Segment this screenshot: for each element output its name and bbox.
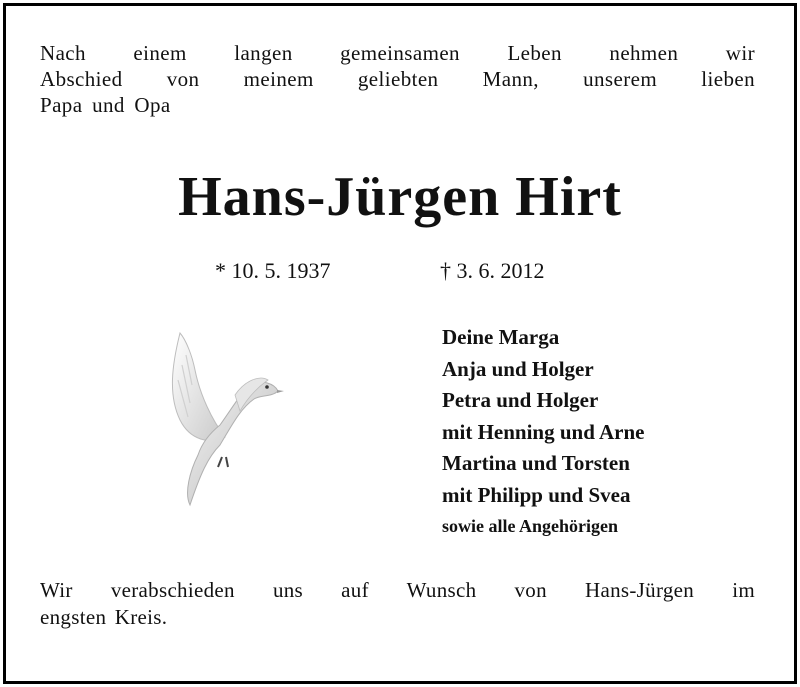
closing-line: Wir verabschieden uns auf Wunsch von Hans-Jürgen im — [40, 578, 755, 602]
deceased-name: Hans-Jürgen Hirt — [178, 166, 622, 228]
family-member: Martina und Torsten — [442, 451, 630, 475]
family-member: mit Philipp und Svea — [442, 482, 631, 507]
family-member: Anja und Holger — [442, 356, 594, 381]
family-member: Deine Marga — [442, 325, 560, 349]
closing-text — [40, 577, 755, 631]
intro-text — [40, 40, 755, 118]
closing-line: engsten Kreis. — [40, 605, 168, 629]
intro-line: Abschied von meinem geliebten Mann, unserem lieben — [40, 67, 755, 91]
dove-icon — [150, 325, 290, 515]
family-member: sowie alle Angehörigen — [442, 516, 618, 536]
death-date: † 3. 6. 2012 — [440, 258, 545, 283]
family-list — [442, 322, 772, 543]
intro-line: Nach einem langen gemeinsamen Leben nehmen wir — [40, 41, 755, 65]
family-member: mit Henning und Arne — [442, 419, 645, 444]
birth-date: * 10. 5. 1937 — [215, 258, 331, 283]
intro-line: Papa und Opa — [40, 93, 171, 117]
family-member: Petra und Holger — [442, 388, 599, 412]
